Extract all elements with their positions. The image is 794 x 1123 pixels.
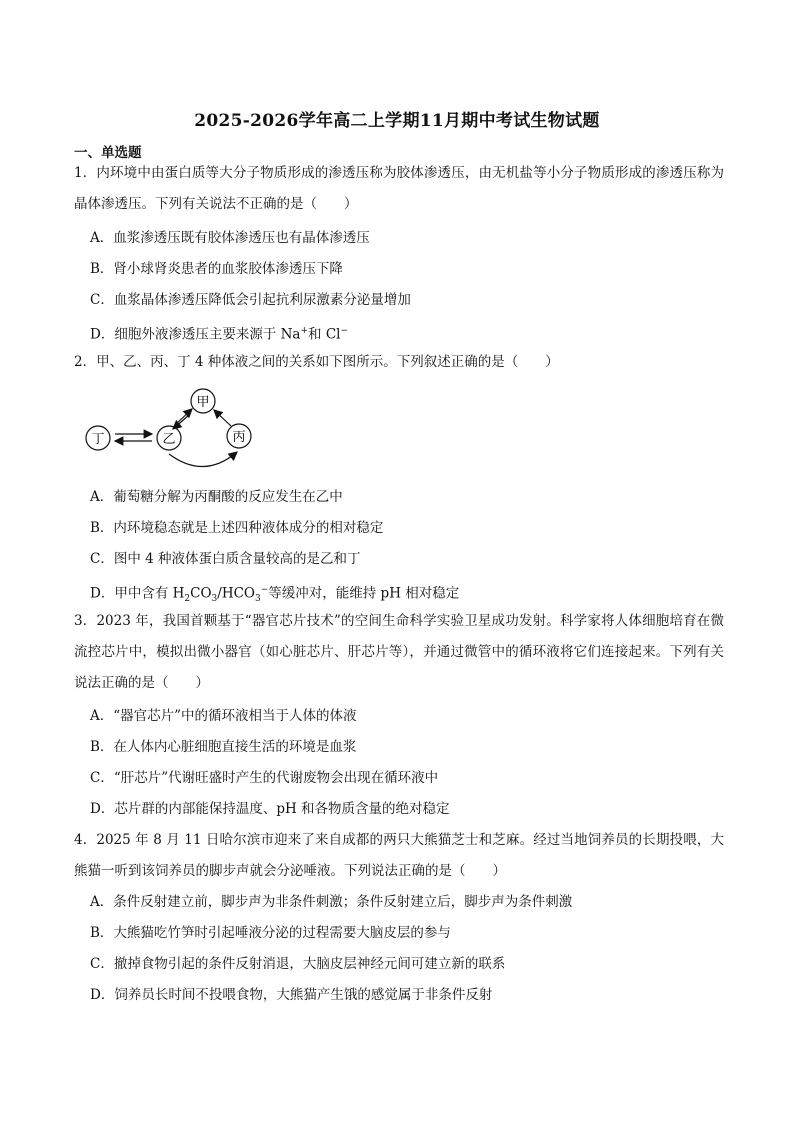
question-2-option-a[interactable]: A．葡萄糖分解为丙酮酸的反应发生在乙中 [90, 489, 343, 505]
body-fluid-diagram [74, 384, 274, 474]
arrow-yi-to-jia [175, 409, 192, 425]
arrow-bing-to-jia [214, 410, 231, 426]
question-1-option-a[interactable]: A．血浆渗透压既有胶体渗透压也有晶体渗透压 [90, 230, 370, 246]
question-4-option-b[interactable]: B．大熊猫吃竹笋时引起唾液分泌的过程需要大脑皮层的参与 [90, 925, 451, 941]
question-3-option-d[interactable]: D．芯片群的内部能保持温度、pH 和各物质含量的绝对稳定 [90, 801, 450, 817]
question-2-option-c[interactable]: C．图中 4 种液体蛋白质含量较高的是乙和丁 [90, 551, 361, 567]
question-4-option-a[interactable]: A．条件反射建立前，脚步声为非条件刺激；条件反射建立后，脚步声为条件刺激 [90, 894, 573, 910]
section-heading: 一、单选题 [74, 145, 142, 161]
question-3-option-b[interactable]: B．在人体内心脏细胞直接生活的环境是血浆 [90, 739, 357, 755]
question-1-option-d[interactable]: D．细胞外液渗透压主要来源于 Na+和 Cl− [90, 326, 349, 343]
question-2-option-d[interactable]: D．甲中含有 $H_2CO_3/HCO_3^-$等缓冲对，能维持 pH 相对稳定 [90, 585, 460, 605]
node-jia-label: 甲 [196, 395, 210, 410]
arrow-jia-to-yi [173, 415, 189, 429]
question-2-stem: 2．甲、乙、丙、丁 4 种体液之间的关系如下图所示。下列叙述正确的是（ ） [74, 354, 559, 370]
question-1-option-b[interactable]: B．肾小球肾炎患者的血浆胶体渗透压下降 [90, 261, 343, 277]
page-title: 2025-2026学年高二上学期11月期中考试生物试题 [194, 111, 600, 131]
question-4-stem: 4．2025 年 8 月 11 日哈尔滨市迎来了来自成都的两只大熊猫芝士和芝麻。经过当地饲养员的长期投喂，大熊猫一听到该饲养员的脚步声就会分泌唾液。下列说法正确的是（ ） [74, 832, 724, 879]
question-3-stem: 3．2023 年，我国首颗基于“器官芯片技术”的空间生命科学实验卫星成功发射。科学家将人体细胞培育在微流控芯片中，模拟出微小器官（如心脏芯片、肝芯片等），并通过微管中的循环液将它们连接起来。下列有关说法正确的是（ ） [74, 613, 724, 691]
question-4-option-c[interactable]: C．撤掉食物引起的条件反射消退，大脑皮层神经元间可建立新的联系 [90, 956, 506, 972]
question-3-option-c[interactable]: C．“肝芯片”代谢旺盛时产生的代谢废物会出现在循环液中 [90, 770, 439, 786]
question-3-option-a[interactable]: A．“器官芯片”中的循环液相当于人体的体液 [90, 708, 357, 724]
question-1-stem: 1．内环境中由蛋白质等大分子物质形成的渗透压称为胶体渗透压，由无机盐等小分子物质形成的渗透压称为晶体渗透压。下列有关说法不正确的是（ ） [74, 165, 724, 212]
node-ding-label: 丁 [91, 432, 105, 447]
question-2-option-b[interactable]: B．内环境稳态就是上述四种液体成分的相对稳定 [90, 520, 384, 536]
question-1-option-c[interactable]: C．血浆晶体渗透压降低会引起抗利尿激素分泌量增加 [90, 292, 411, 308]
arrow-yi-to-bing [169, 452, 237, 467]
node-yi-label: 乙 [162, 432, 176, 447]
node-bing-label: 丙 [232, 430, 246, 445]
question-4-option-d[interactable]: D．饲养员长时间不投喂食物，大熊猫产生饿的感觉属于非条件反射 [90, 987, 493, 1003]
